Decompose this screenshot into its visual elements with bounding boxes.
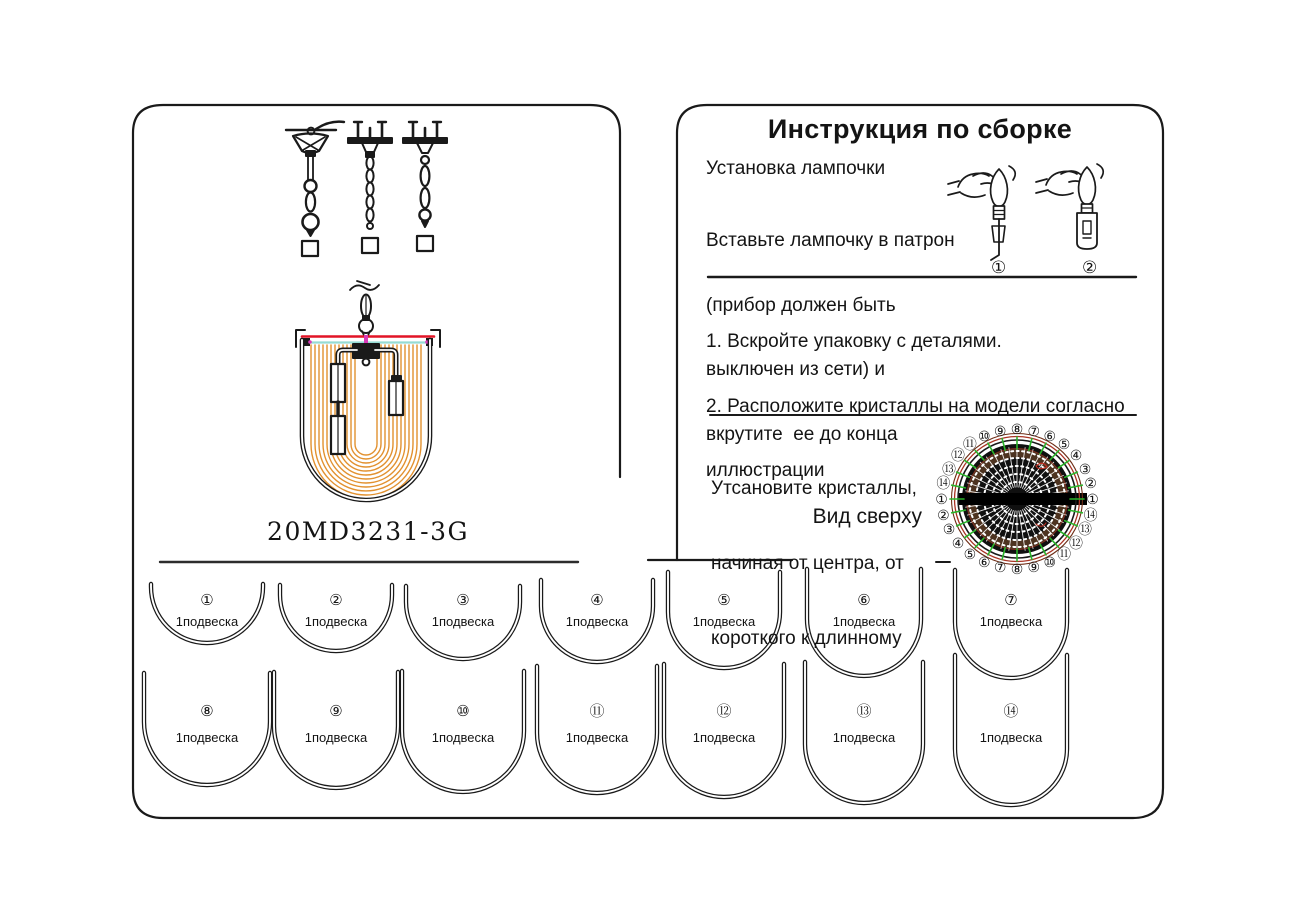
top-view-number: ⑦ (993, 559, 1007, 576)
top-view-number: ⑩ (1043, 554, 1057, 571)
pendant-number: ⑫ (716, 703, 732, 720)
pendant-count-label: 1подвеска (304, 730, 368, 745)
mount-drawing-3 (403, 122, 447, 251)
pendant-slot (403, 593, 523, 629)
crystal-line: начиная от центра, от (711, 553, 904, 574)
pendant-count-label: 1подвеска (431, 730, 495, 745)
figure-label-2: ② (1082, 258, 1098, 277)
top-view-number: ⑭ (1083, 506, 1098, 523)
pendant-count-label: 1подвеска (175, 730, 239, 745)
hook-loop (359, 319, 373, 333)
pendant-count-label: 1подвеска (565, 614, 629, 629)
top-view-number: ⑨ (993, 422, 1007, 439)
pendant-number: ④ (590, 592, 604, 609)
chandelier-drawing (296, 281, 440, 500)
pendant-slot (951, 704, 1071, 745)
top-view-number: ④ (951, 534, 965, 551)
pendant-number: ② (329, 592, 343, 609)
pendant-count-label: 1подвеска (692, 614, 756, 629)
pendant-number: ⑧ (200, 703, 214, 720)
body-line: (прибор должен быть (706, 294, 896, 316)
pendant-slot (804, 593, 924, 629)
top-view-number: ⑨ (1027, 559, 1041, 576)
pendant-count-label: 1подвеска (979, 730, 1043, 745)
top-view-number: ① (1086, 491, 1099, 507)
pendant-number: ⑪ (589, 703, 605, 720)
bulb-install-heading: Установка лампочки (706, 158, 886, 179)
bulb-figure-2 (1036, 164, 1103, 249)
pendant-number: ⑨ (329, 703, 343, 720)
top-view-number: ⑥ (977, 554, 991, 571)
model-number: 20MD3231-3G (267, 517, 469, 546)
bulb (1079, 167, 1096, 205)
turn-arrow (1009, 166, 1015, 180)
install-crystals-note (711, 426, 917, 701)
cord-squiggle (350, 281, 379, 290)
top-view-number: ⑪ (962, 436, 977, 453)
body-line: вкрутите ее до конца (706, 423, 898, 445)
turn-arrow (1097, 164, 1103, 178)
top-view-number: ⑪ (1057, 545, 1072, 562)
pendant-number: ⑥ (857, 592, 871, 609)
pendant-count-label: 1подвеска (565, 730, 629, 745)
top-view-number: ③ (1078, 460, 1092, 477)
pendant-count-label: 1подвеска (304, 614, 368, 629)
pendant-number: ① (200, 592, 214, 609)
pendant-number: ⑤ (717, 592, 731, 609)
pendant-slot (804, 704, 924, 745)
figure-label-1: ① (991, 258, 1007, 277)
mount-drawing-2 (348, 122, 392, 253)
top-view-number: ④ (1069, 447, 1083, 464)
pendant-count-label: 1подвеска (431, 614, 495, 629)
pendant-slot (403, 704, 523, 745)
pendant-count-label: 1подвеска (175, 614, 239, 629)
body-line: Вставьте лампочку в патрон (706, 230, 955, 251)
pendant-number: ⑭ (1003, 703, 1019, 720)
pendant-number: ⑩ (456, 703, 470, 720)
top-view-number: ⑤ (963, 545, 977, 562)
pendant-number: ⑬ (856, 703, 872, 720)
pendant-slot (276, 704, 396, 745)
pendant-slot (276, 593, 396, 629)
pendant-count-label: 1подвеска (979, 614, 1043, 629)
top-view-number: ② (1084, 475, 1097, 492)
pendant-number: ⑦ (1004, 592, 1018, 609)
pendant-slot (664, 593, 784, 629)
top-view-number: ⑫ (1069, 534, 1084, 551)
top-view-number: ⑫ (950, 447, 965, 464)
top-view-number: ⑩ (977, 427, 991, 444)
pendant-slot (664, 704, 784, 745)
pendant-slot (147, 704, 267, 745)
pendant-count-label: 1подвеска (692, 730, 756, 745)
pendant-slot (537, 704, 657, 745)
bulb (991, 169, 1008, 207)
body-line: выключен из сети) и (706, 359, 886, 380)
top-view-label: Вид сверху (812, 505, 922, 528)
pendant-slot (147, 593, 267, 629)
top-view-number: ⑧ (1010, 421, 1024, 437)
socket-body (1077, 213, 1097, 249)
wire-stem (991, 219, 999, 260)
top-view-number: ⑥ (1043, 427, 1057, 444)
top-view-number: ⑦ (1027, 422, 1041, 439)
pendant-number: ③ (456, 592, 470, 609)
top-view-number: ③ (942, 521, 956, 538)
step-line: 2. Расположите кристаллы на модели согласно (706, 395, 1125, 417)
top-view-number: ① (935, 491, 948, 507)
bulb-figure-1 (948, 166, 1015, 260)
top-view-number: ⑭ (936, 475, 951, 492)
top-view-number: ⑬ (1078, 521, 1093, 538)
pendant-count-label: 1подвеска (832, 730, 896, 745)
pendant-slot (537, 593, 657, 629)
crystal-line: Утсановите кристаллы, (711, 478, 917, 499)
sheet-title: Инструкция по сборке (767, 114, 1073, 144)
step-line: иллюстрации (706, 460, 825, 481)
step-line: 1. Вскройте упаковку с деталями. (706, 331, 1002, 352)
top-view-number: ⑬ (941, 460, 956, 477)
pendant-count-label: 1подвеска (832, 614, 896, 629)
top-view-number: ⑤ (1057, 436, 1071, 453)
pendant-slot (951, 593, 1071, 629)
top-view-number: ⑧ (1010, 561, 1024, 577)
mount-drawing-1 (286, 122, 344, 256)
crystal-line: короткого к длинному (711, 628, 902, 649)
crystal-strands (311, 345, 421, 499)
top-view-number: ② (937, 506, 950, 523)
